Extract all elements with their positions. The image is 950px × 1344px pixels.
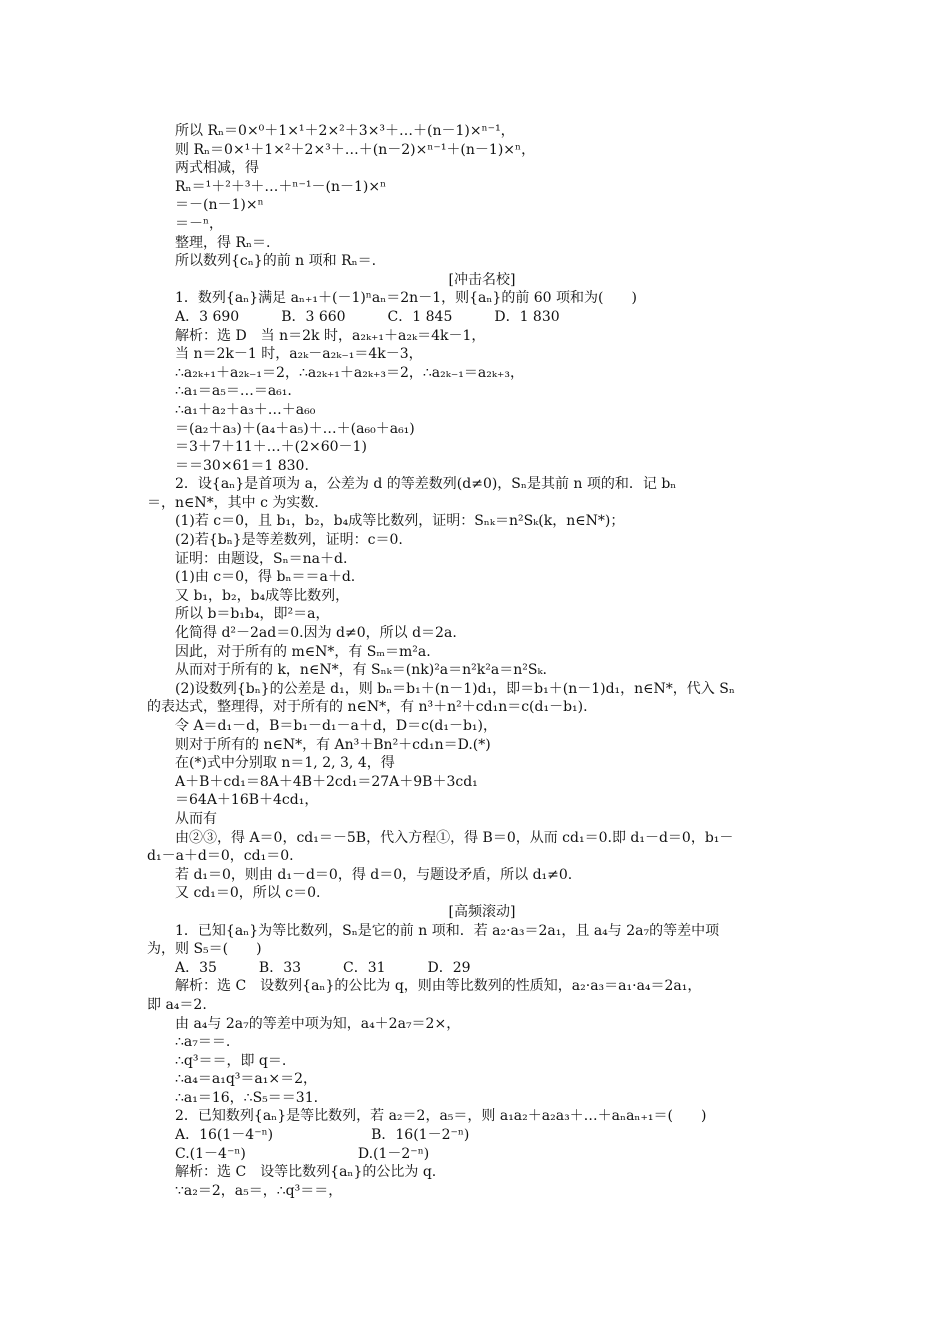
text-line: 的表达式，整理得，对于所有的 n∈N*，有 n³＋n²＋cd₁n＝c(d₁－b₁). [147,699,588,716]
text-line: 1．已知{aₙ}为等比数列，Sₙ是它的前 n 项和．若 a₂·a₃＝2a₁，且 a₄与 2a₇的等差中项 [175,922,720,939]
text-line: 在(*)式中分别取 n＝1, 2, 3, 4，得 [175,755,395,772]
text-line: 由 a₄与 2a₇的等差中项为知，a₄＋2a₇＝2×， [175,1015,461,1032]
text-line: 又 cd₁＝0，所以 c＝0. [175,885,321,902]
text-line: 若 d₁＝0，则由 d₁－d＝0，得 d＝0，与题设矛盾，所以 d₁≠0. [175,866,573,883]
text-line: Rₙ＝¹＋²＋³＋…＋ⁿ⁻¹－(n－1)×ⁿ [175,178,387,195]
text-line: 化简得 d²－2ad＝0.因为 d≠0，所以 d＝2a. [175,625,457,642]
text-line: ∴q³＝＝，即 q＝. [175,1052,287,1069]
text-line: 两式相减，得 [175,160,259,177]
text-line: 又 b₁，b₂，b₄成等比数列， [175,587,350,604]
text-line: 1．数列{aₙ}满足 aₙ₊₁＋(－1)ⁿaₙ＝2n－1，则{aₙ}的前 60 项和为( ) [175,290,637,307]
text-line: 所以数列{cₙ}的前 n 项和 Rₙ＝. [175,253,377,270]
text-line: A．16(1－4⁻ⁿ) B．16(1－2⁻ⁿ) [175,1127,470,1144]
text-line: 证明：由题设，Sₙ＝na＋d. [175,550,348,567]
text-line: ＝3＋7＋11＋…＋(2×60－1) [175,439,367,456]
text-line: 令 A＝d₁－d，B＝b₁－d₁－a＋d，D＝c(d₁－b₁)， [175,718,497,734]
text-line: ＝(a₂＋a₃)＋(a₄＋a₅)＋…＋(a₆₀＋a₆₁) [175,420,415,437]
text-line: 由②③，得 A＝0，cd₁＝－5B，代入方程①，得 B＝0，从而 cd₁＝0.即 d₁－d＝0，b₁－ [175,829,734,846]
text-line: A＋B＋cd₁＝8A＋4B＋2cd₁＝27A＋9B＋3cd₁ [175,773,478,790]
document-body [147,122,817,1200]
text-line: 2．设{aₙ}是首项为 a，公差为 d 的等差数列(d≠0)，Sₙ是其前 n 项的和．记 bₙ [175,476,677,493]
text-line: C.(1－4⁻ⁿ) D.(1－2⁻ⁿ) [175,1145,430,1162]
text-line: ∴a₇＝＝. [175,1034,231,1051]
text-line: ＝－(n－1)×ⁿ [175,197,264,214]
text-line: (2)设数列{bₙ}的公差是 d₁，则 bₙ＝b₁＋(n－1)d₁，即＝b₁＋(n－1)d₁，n∈N*，代入 Sₙ [175,680,735,697]
text-line: ∴a₂ₖ₊₁＋a₂ₖ₋₁＝2，∴a₂ₖ₊₁＋a₂ₖ₊₃＝2，∴a₂ₖ₋₁＝a₂ₖ₊₃， [175,364,524,381]
text-line: ∵a₂＝2，a₅＝，∴q³＝＝， [175,1182,343,1199]
text-line: 2．已知数列{aₙ}是等比数列，若 a₂＝2，a₅＝，则 a₁a₂＋a₂a₃＋…＋aₙaₙ₊₁＝( ) [175,1108,707,1125]
text-line: 解析：选 D 当 n＝2k 时，a₂ₖ₊₁＋a₂ₖ＝4k－1， [175,327,486,344]
text-line: ＝＝30×61＝1 830. [175,457,309,474]
text-line: (2)若{bₙ}是等差数列，证明：c＝0. [175,532,403,549]
text-line: 则对于所有的 n∈N*，有 An³＋Bn²＋cd₁n＝D.(*) [175,736,491,753]
text-line: 即 a₄＝2. [147,996,207,1013]
text-line: 解析：选 C 设等比数列{aₙ}的公比为 q. [175,1164,437,1181]
text-line: 因此，对于所有的 m∈N*，有 Sₘ＝m²a. [175,643,431,660]
text-line: 所以 b＝b₁b₄，即²＝a， [175,606,330,623]
text-line: ∴a₁＝a₅＝…＝a₆₁. [175,383,292,400]
text-line: 从而对于所有的 k，n∈N*，有 Sₙₖ＝(nk)²a＝n²k²a＝n²Sₖ. [175,662,547,679]
section-heading: [高频滚动] [448,903,516,920]
text-line: ＝64A＋16B＋4cd₁， [175,792,319,809]
text-line: ∴a₁＋a₂＋a₃＋…＋a₆₀ [175,401,316,418]
text-line: 所以 Rₙ＝0×⁰＋1×¹＋2×²＋3×³＋…＋(n－1)×ⁿ⁻¹， [175,123,515,139]
text-line: (1)由 c＝0，得 bₙ＝＝a＋d. [175,569,356,586]
text-line: ＝－ⁿ， [175,215,224,232]
text-line: ∴a₁＝16，∴S₅＝＝31. [175,1089,319,1106]
section-heading: [冲击名校] [448,271,516,288]
text-line: 从而有 [175,810,217,827]
text-line: d₁－a＋d＝0，cd₁＝0. [147,848,294,865]
text-line: ＝，n∈N*，其中 c 为实数． [147,494,329,511]
text-line: 则 Rₙ＝0×¹＋1×²＋2×³＋…＋(n－2)×ⁿ⁻¹＋(n－1)×ⁿ， [175,141,536,158]
text-line: 整理，得 Rₙ＝. [175,234,271,251]
text-line: A．3 690 B．3 660 C．1 845 D．1 830 [175,308,560,325]
text-line: ∴a₄＝a₁q³＝a₁×＝2， [175,1071,317,1088]
text-line: 为，则 S₅＝( ) [147,941,262,958]
text-line: (1)若 c＝0，且 b₁，b₂，b₄成等比数列，证明：Sₙₖ＝n²Sₖ(k，n∈N*)； [175,513,625,530]
text-line: A．35 B．33 C．31 D．29 [175,959,471,976]
text-line: 当 n＝2k－1 时，a₂ₖ－a₂ₖ₋₁＝4k－3， [175,346,423,363]
text-line: 解析：选 C 设数列{aₙ}的公比为 q，则由等比数列的性质知，a₂·a₃＝a₁·a₄＝2a₁， [175,978,702,995]
